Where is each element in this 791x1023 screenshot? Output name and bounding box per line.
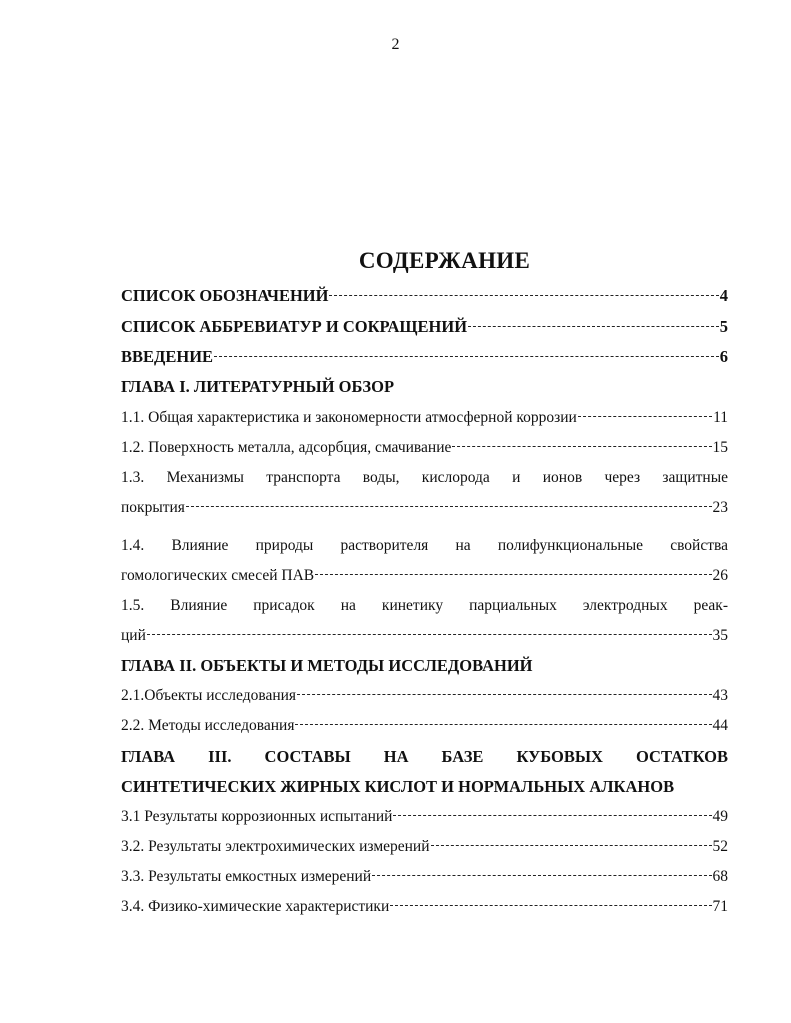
toc-entry-page: 11: [713, 409, 728, 426]
toc-entry-text: ГЛАВА I. ЛИТЕРАТУРНЫЙ ОБЗОР: [121, 377, 395, 396]
toc-entry-3-4: [121, 895, 728, 919]
toc-entry-3-3: [121, 865, 728, 889]
toc-entry-page: 6: [719, 347, 728, 366]
toc-entry-page: 71: [712, 898, 728, 915]
dot-leader: [578, 415, 712, 417]
toc-entry-page: 26: [712, 567, 728, 584]
toc-entry-text: 3.4. Физико-химические характеристики: [121, 898, 390, 915]
toc-entry-text: 1.2. Поверхность металла, адсорбция, смачивание: [121, 439, 452, 456]
toc-entry-3-2: [121, 835, 728, 859]
toc-entry-page: 49: [712, 808, 728, 825]
toc-entry-page: 52: [712, 838, 728, 855]
dot-leader: [452, 445, 711, 447]
toc-entry-2-2: [121, 714, 728, 738]
dot-leader: [431, 844, 712, 846]
toc-entry-1-5-line1: [121, 594, 728, 618]
toc-entry-2-1: [121, 684, 728, 708]
toc-entry-page: 43: [712, 687, 728, 704]
dot-leader: [147, 633, 712, 635]
toc-entry-text: СПИСОК ОБОЗНАЧЕНИЙ: [121, 286, 329, 305]
toc-entry-text: 3.2. Результаты электрохимических измерений: [121, 838, 430, 855]
toc-entry-symbols: [121, 284, 728, 308]
dot-leader: [295, 723, 711, 725]
toc-title: СОДЕРЖАНИЕ: [358, 248, 531, 273]
dot-leader: [390, 904, 711, 906]
dot-leader: [186, 505, 712, 507]
toc-chapter-3-line1: [121, 745, 728, 769]
dot-leader: [329, 294, 718, 296]
toc-entry-1-3-line1: [121, 466, 728, 490]
toc-entry-3-1: [121, 805, 728, 829]
toc-entry-1-5: [121, 624, 728, 648]
toc-entry-text: 2.1.Объекты исследования: [121, 687, 297, 704]
dot-leader: [468, 325, 719, 327]
toc-chapter-2: [121, 654, 728, 678]
toc-entry-introduction: [121, 345, 728, 369]
toc-entry-page: 23: [712, 499, 728, 516]
toc-entry-text: 3.3. Результаты емкостных измерений: [121, 868, 372, 885]
toc-entry-1-4: [121, 564, 728, 588]
toc-entry-text: ВВЕДЕНИЕ: [121, 347, 214, 366]
toc-chapter-3: [121, 775, 728, 799]
toc-entry-text: ций: [121, 627, 146, 644]
toc-chapter-1: [121, 375, 728, 399]
toc-entry-abbreviations: [121, 315, 728, 339]
dot-leader: [297, 693, 711, 695]
dot-leader: [393, 814, 711, 816]
dot-leader: [372, 874, 711, 876]
dot-leader: [214, 355, 719, 357]
toc-entry-page: 35: [712, 627, 728, 644]
toc-entry-text: 2.2. Методы исследования: [121, 717, 295, 734]
toc-entry-page: 4: [719, 286, 728, 305]
toc-entry-text: ГЛАВА II. ОБЪЕКТЫ И МЕТОДЫ ИССЛЕДОВАНИЙ: [121, 656, 533, 675]
dot-leader: [315, 573, 711, 575]
toc-entry-1-3: [121, 496, 728, 520]
page-number: 2: [391, 36, 400, 53]
toc-entry-text: 1.4. Влияние природы растворителя на полифункциональные свойства: [121, 537, 728, 554]
toc-entry-text: 1.5. Влияние присадок на кинетику парциальных электродных реак-: [121, 597, 728, 614]
toc-entry-text: покрытия: [121, 499, 185, 516]
toc-entry-page: 15: [712, 439, 728, 456]
toc-entry-text: гомологических смесей ПАВ: [121, 567, 315, 584]
toc-entry-text: 3.1 Результаты коррозионных испытаний: [121, 808, 393, 825]
toc-entry-text: СПИСОК АББРЕВИАТУР И СОКРАЩЕНИЙ: [121, 317, 468, 336]
toc-entry-1-1: [121, 406, 728, 430]
toc-entry-text: ГЛАВА III. СОСТАВЫ НА БАЗЕ КУБОВЫХ ОСТАТКОВ: [121, 747, 728, 766]
toc-entry-text: СИНТЕТИЧЕСКИХ ЖИРНЫХ КИСЛОТ И НОРМАЛЬНЫХ АЛКАНОВ: [121, 777, 675, 796]
toc-entry-1-2: [121, 436, 728, 460]
toc-entry-page: 5: [719, 317, 728, 336]
toc-entry-page: 68: [712, 868, 728, 885]
toc-entry-page: 44: [712, 717, 728, 734]
toc-entry-1-4-line1: [121, 534, 728, 558]
toc-entry-text: 1.3. Механизмы транспорта воды, кислорода и ионов через защитные: [121, 469, 728, 486]
toc-entry-text: 1.1. Общая характеристика и закономерности атмосферной коррозии: [121, 409, 577, 426]
